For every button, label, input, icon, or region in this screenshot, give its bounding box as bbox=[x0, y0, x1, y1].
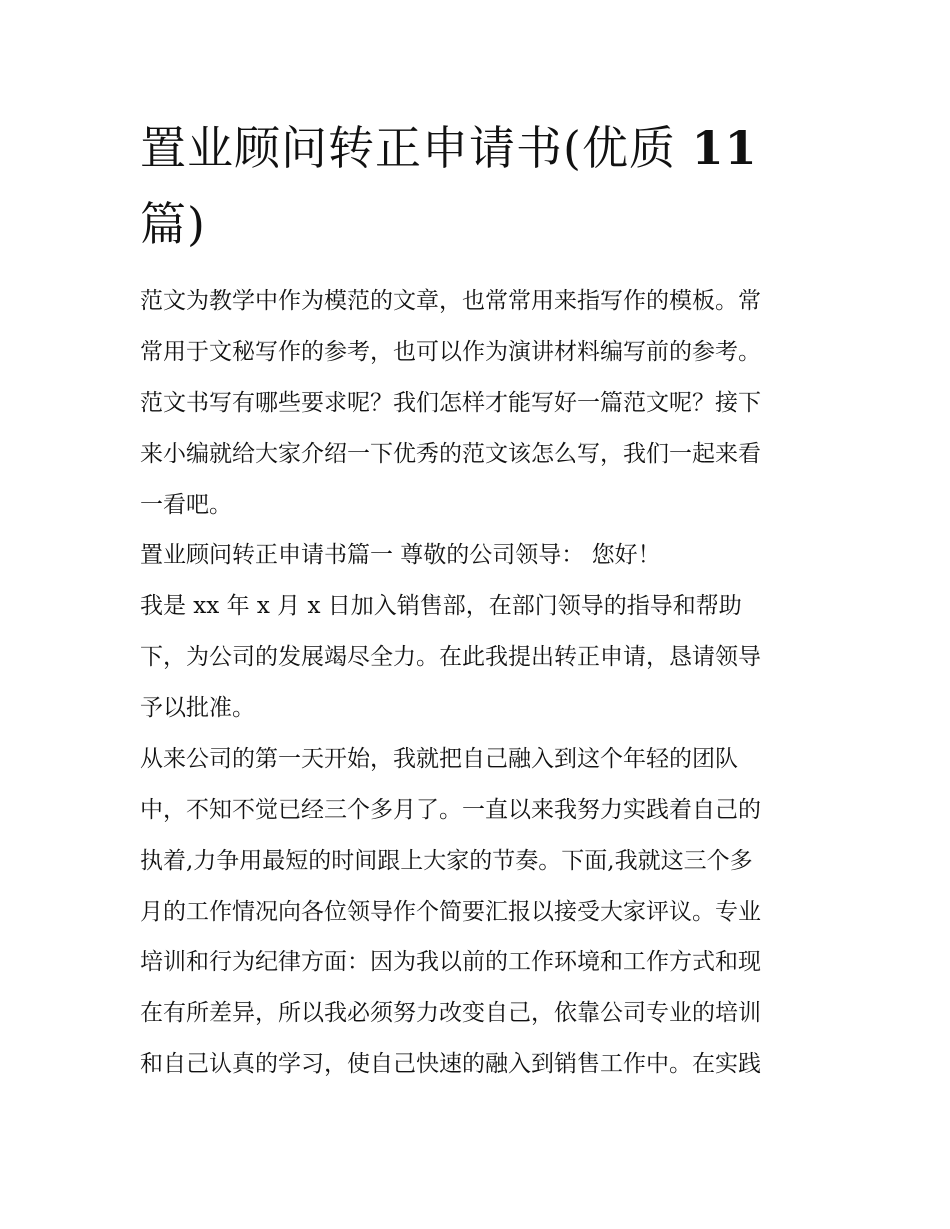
intro-line-4: 来小编就给大家介绍一下优秀的范文该怎么写，我们一起来看 bbox=[140, 441, 761, 467]
intro-line-1: 范文为教学中作为模范的文章，也常常用来指写作的模板。常 bbox=[140, 288, 761, 314]
paragraph-2-line-6: 在有所差异，所以我必须努力改变自己，依靠公司专业的培训 bbox=[140, 1000, 761, 1026]
intro-line-5: 一看吧。 bbox=[140, 492, 232, 518]
title-line-1: 置业顾问转正申请书(优质 bbox=[140, 121, 676, 175]
title-line-2: 篇) bbox=[140, 197, 206, 251]
paragraph-1-line-1: 我是 xx 年 x 月 x 日加入销售部，在部门领导的指导和帮助 bbox=[140, 593, 742, 619]
paragraph-1-line-2: 下，为公司的发展竭尽全力。在此我提出转正申请，恳请领导 bbox=[140, 644, 761, 670]
intro-line-3: 范文书写有哪些要求呢？我们怎样才能写好一篇范文呢？接下 bbox=[140, 390, 761, 416]
paragraph-2-line-5: 培训和行为纪律方面：因为我以前的工作环境和工作方式和现 bbox=[140, 949, 761, 975]
title-number: 11 bbox=[691, 121, 758, 175]
paragraph-2-line-3: 执着,力争用最短的时间跟上大家的节奏。下面,我就这三个多 bbox=[140, 848, 753, 874]
paragraph-2-line-4: 月的工作情况向各位领导作个简要汇报以接受大家评议。专业 bbox=[140, 899, 761, 925]
document-title bbox=[140, 110, 820, 262]
intro-line-2: 常用于文秘写作的参考，也可以作为演讲材料编写前的参考。 bbox=[140, 339, 761, 365]
paragraph-2-line-1: 从来公司的第一天开始，我就把自己融入到这个年轻的团队 bbox=[140, 746, 738, 772]
paragraph-2-line-7: 和自己认真的学习，使自己快速的融入到销售工作中。在实践 bbox=[140, 1051, 761, 1077]
section-heading: 置业顾问转正申请书篇一 尊敬的公司领导： 您好！ bbox=[140, 542, 661, 568]
paragraph-2-line-2: 中，不知不觉已经三个多月了。一直以来我努力实践着自己的 bbox=[140, 797, 761, 823]
paragraph-1-line-3: 予以批准。 bbox=[140, 695, 255, 721]
